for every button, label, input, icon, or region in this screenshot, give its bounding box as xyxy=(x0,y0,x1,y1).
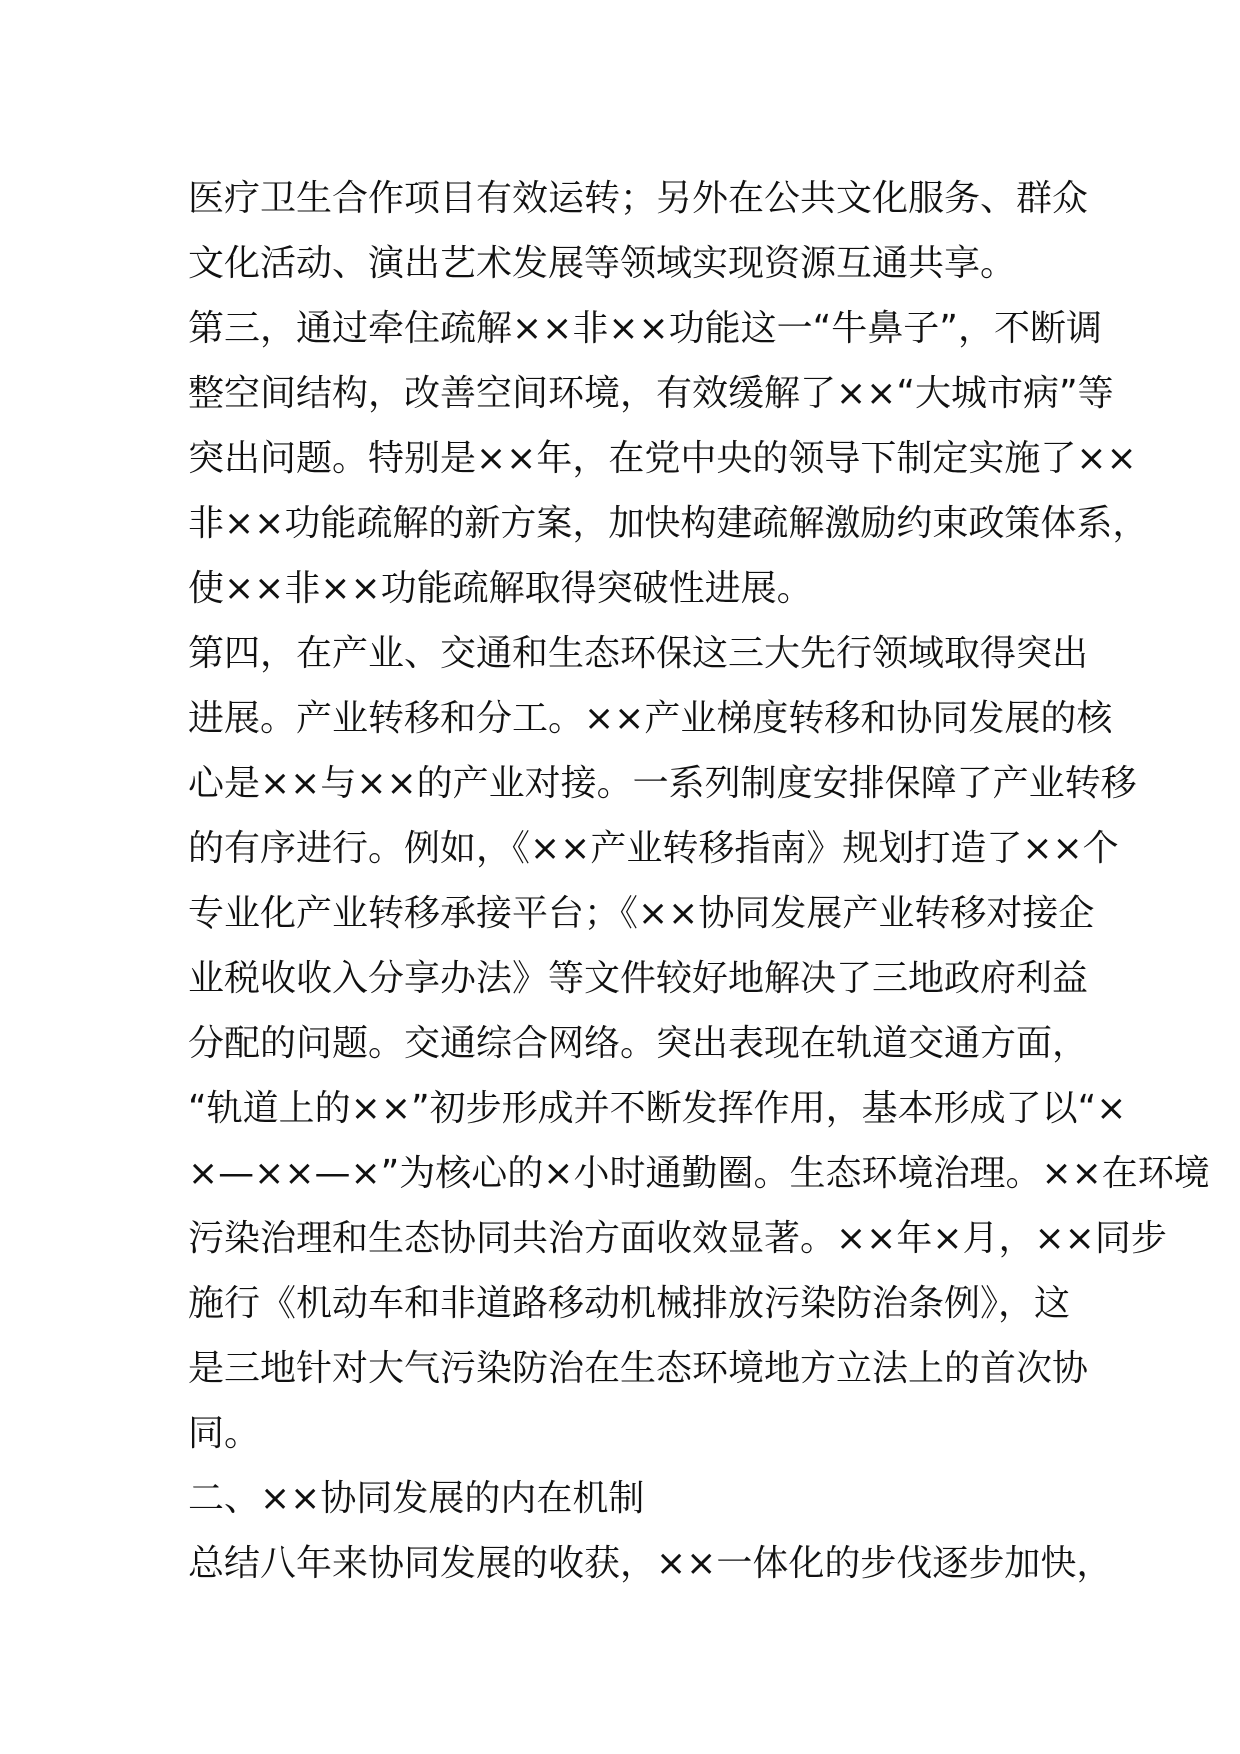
section-heading: 二、××协同发展的内在机制 xyxy=(188,1478,645,1519)
text-line: 第四，在产业、交通和生态环保这三大先行领域取得突出 xyxy=(188,633,1089,674)
text-line: ×—××—×”为核心的×小时通勤圈。生态环境治理。××在环境 xyxy=(188,1153,1210,1194)
text-line: 进展。产业转移和分工。××产业梯度转移和协同发展的核 xyxy=(188,698,1113,739)
text-line: 整空间结构，改善空间环境，有效缓解了××“大城市病”等 xyxy=(188,373,1114,414)
text-line: 专业化产业转移承接平台；《××协同发展产业转移对接企 xyxy=(188,893,1095,934)
text-line: “轨道上的××”初步形成并不断发挥作用，基本形成了以“× xyxy=(188,1088,1127,1129)
text-line: 分配的问题。交通综合网络。突出表现在轨道交通方面， xyxy=(188,1023,1089,1064)
text-line: 的有序进行。例如，《××产业转移指南》规划打造了××个 xyxy=(188,828,1119,869)
text-line: 施行《机动车和非道路移动机械排放污染防治条例》，这 xyxy=(188,1283,1071,1324)
text-line: 是三地针对大气污染防治在生态环境地方立法上的首次协 xyxy=(188,1348,1089,1389)
text-line: 使××非××功能疏解取得突破性进展。 xyxy=(188,568,813,609)
text-line: 文化活动、演出艺术发展等领域实现资源互通共享。 xyxy=(188,243,1017,284)
text-line: 第三，通过牵住疏解××非××功能这一“牛鼻子”，不断调 xyxy=(188,308,1102,349)
text-line: 医疗卫生合作项目有效运转；另外在公共文化服务、群众 xyxy=(188,178,1089,219)
text-line: 污染治理和生态协同共治方面收效显著。××年×月，××同步 xyxy=(188,1218,1167,1259)
text-line: 非××功能疏解的新方案，加快构建疏解激励约束政策体系， xyxy=(188,503,1149,544)
text-line: 突出问题。特别是××年，在党中央的领导下制定实施了×× xyxy=(188,438,1137,479)
text-line: 心是××与××的产业对接。一系列制度安排保障了产业转移 xyxy=(188,763,1137,804)
text-line: 总结八年来协同发展的收获，××一体化的步伐逐步加快， xyxy=(188,1543,1113,1584)
text-line: 业税收收入分享办法》等文件较好地解决了三地政府利益 xyxy=(188,958,1089,999)
text-line: 同。 xyxy=(188,1413,261,1454)
document-body xyxy=(188,166,1210,1596)
